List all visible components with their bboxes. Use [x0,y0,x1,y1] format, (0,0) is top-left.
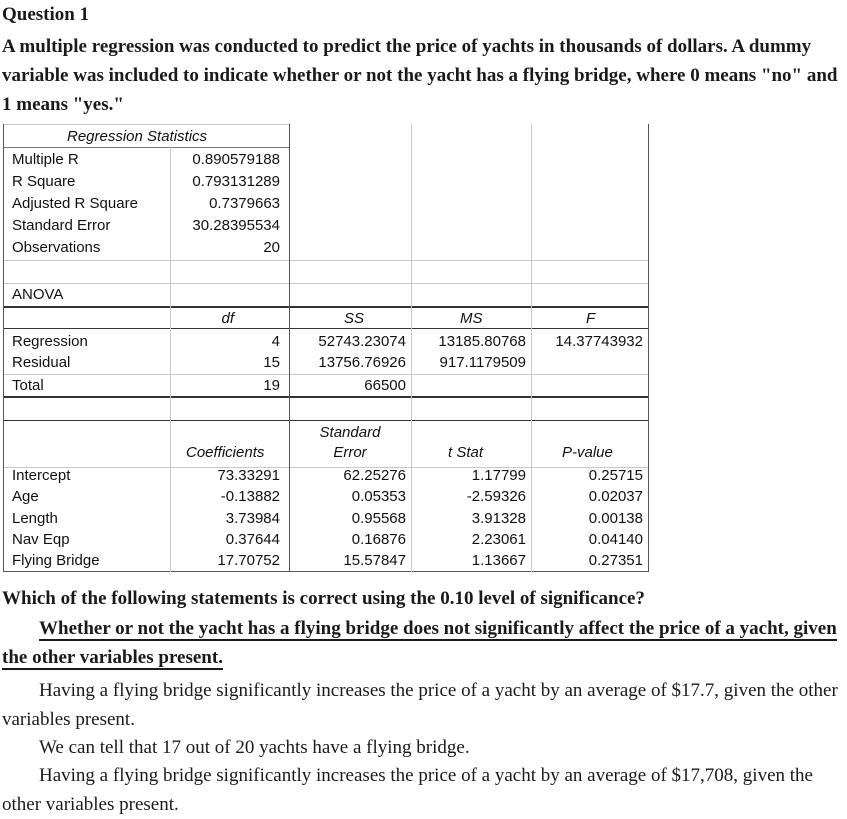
coef-value-flying-bridge: 17.70752 [217,552,280,569]
stat-label-adjusted-r-square: Adjusted R Square [12,195,138,212]
stat-value-multiple-r: 0.890579188 [192,151,280,168]
coef-t-age: -2.59326 [466,488,526,505]
coef-label-intercept: Intercept [12,467,71,484]
answer-option-2[interactable]: Having a flying bridge significantly increases the price of a yacht by an average of $17.7, given the other variables present. [2,680,838,730]
anova-f-regression: 14.37743932 [555,333,643,350]
coef-label-length: Length [12,510,58,527]
coef-label-nav-eqp: Nav Eqp [12,531,70,548]
anova-ss-residual: 13756.76926 [318,354,406,371]
anova-ss-total: 66500 [364,377,406,394]
coef-header-t-stat: t Stat [448,444,484,461]
coef-value-length: 3.73984 [225,510,280,527]
anova-label-regression: Regression [12,333,88,350]
regression-statistics-title: Regression Statistics [67,128,208,145]
coef-value-nav-eqp: 0.37644 [225,531,280,548]
question-prompt: Which of the following statements is correct using the 0.10 level of significance? [2,588,645,609]
coef-p-flying-bridge: 0.27351 [588,552,643,569]
anova-label-total: Total [12,377,44,394]
anova-header-ms: MS [460,310,483,327]
stat-value-r-square: 0.793131289 [192,173,280,190]
anova-title: ANOVA [12,286,64,303]
coef-t-intercept: 1.17799 [471,467,526,484]
coef-p-age: 0.02037 [588,488,643,505]
stat-value-standard-error: 30.28395534 [192,217,280,234]
stat-label-observations: Observations [12,239,101,256]
coef-label-flying-bridge: Flying Bridge [12,552,100,569]
coef-value-age: -0.13882 [220,488,280,505]
coef-p-nav-eqp: 0.04140 [588,531,643,548]
coef-t-nav-eqp: 2.23061 [471,531,526,548]
answer-option-1-text: Whether or not the yacht has a flying bridge does not significantly affect the price of a yacht, given the other variables present. [2,618,837,668]
anova-header-f: F [586,310,596,327]
coef-se-intercept: 62.25276 [343,467,406,484]
stat-label-r-square: R Square [12,173,76,190]
coef-header-standard: Standard [319,424,381,441]
anova-ms-regression: 13185.80768 [438,333,526,350]
coef-p-length: 0.00138 [588,510,643,527]
stat-label-standard-error: Standard Error [12,217,111,234]
coef-value-intercept: 73.33291 [217,467,280,484]
coef-label-age: Age [12,488,39,505]
stat-value-adjusted-r-square: 0.7379663 [209,195,280,212]
stat-label-multiple-r: Multiple R [12,151,79,168]
anova-df-residual: 15 [263,354,280,371]
anova-df-regression: 4 [271,333,280,350]
coef-se-age: 0.05353 [351,488,406,505]
question-number: Question 1 [2,4,90,25]
question-text: A multiple regression was conducted to predict the price of yachts in thousands of dollars. A dummy variable was included to indicate whether or not the yacht has a flying bridge, where 0 means "no" and 1 means "yes." [2,36,838,115]
coef-header-error: Error [333,444,367,461]
coef-header-coefficients: Coefficients [186,444,265,461]
answer-option-1[interactable] [2,614,842,672]
answer-option-4[interactable]: Having a flying bridge significantly increases the price of a yacht by an average of $17,708, given the other variables present. [2,765,813,815]
regression-output-table [3,124,649,572]
coef-se-nav-eqp: 0.16876 [351,531,406,548]
answer-option-3[interactable]: We can tell that 17 out of 20 yachts have a flying bridge. [39,737,470,758]
anova-ss-regression: 52743.23074 [318,333,406,350]
coef-header-p-value: P-value [562,444,613,461]
stat-value-observations: 20 [263,239,280,256]
coef-t-flying-bridge: 1.13667 [471,552,526,569]
coef-p-intercept: 0.25715 [588,467,643,484]
anova-header-ss: SS [344,310,365,327]
anova-ms-residual: 917.1179509 [439,354,526,371]
anova-header-df: df [221,310,234,327]
anova-label-residual: Residual [12,354,71,371]
anova-df-total: 19 [263,377,280,394]
coef-se-length: 0.95568 [351,510,406,527]
coef-t-length: 3.91328 [471,510,526,527]
coef-se-flying-bridge: 15.57847 [343,552,406,569]
